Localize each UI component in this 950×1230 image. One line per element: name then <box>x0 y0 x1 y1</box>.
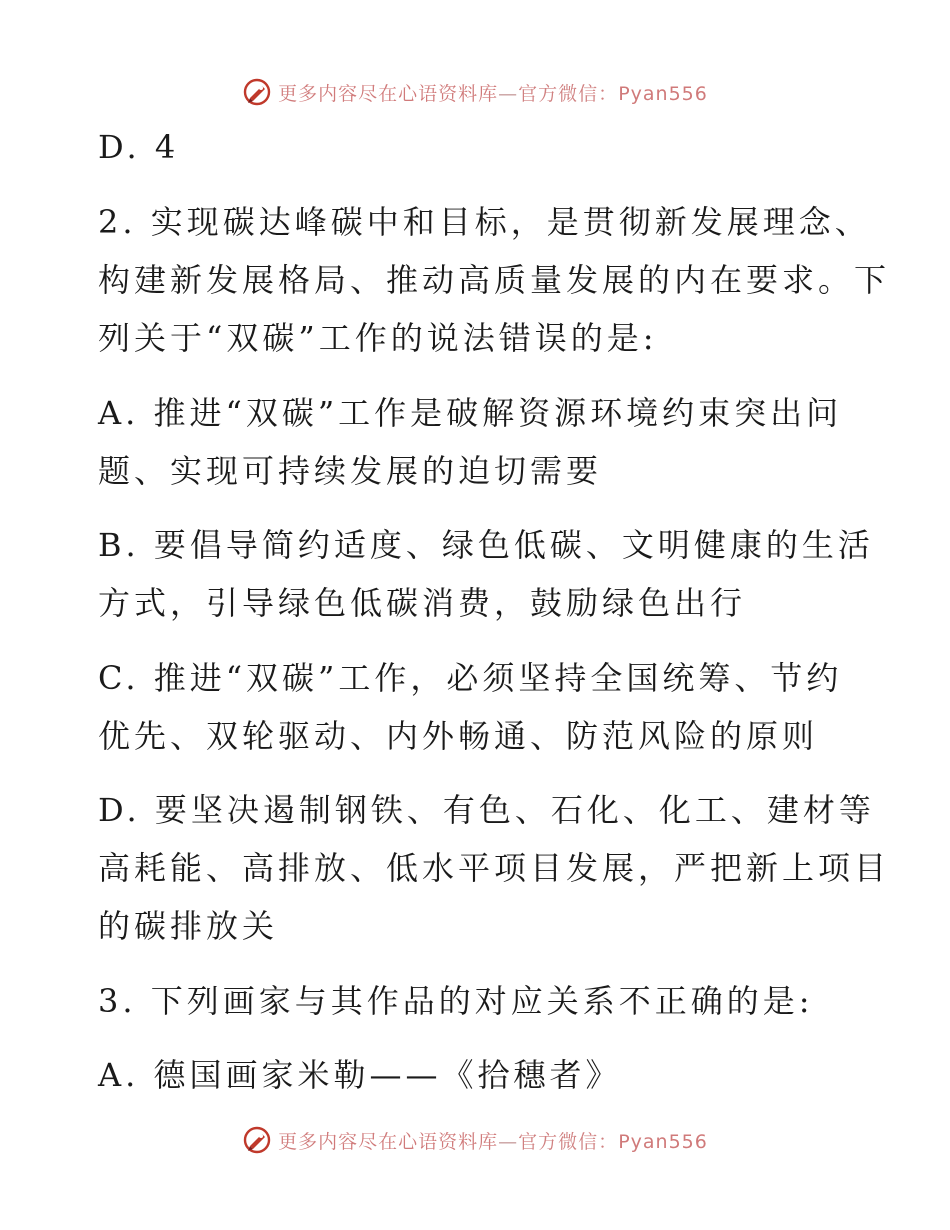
text-line: C. 推进“双碳”工作，必须坚持全国统筹、节约 <box>98 659 843 697</box>
text-line: 3. 下列画家与其作品的对应关系不正确的是: <box>98 982 814 1020</box>
footer-watermark <box>0 1120 950 1160</box>
text-line: 的碳排放关 <box>98 907 279 945</box>
pen-logo-icon <box>242 1125 272 1155</box>
text-line: D. 要坚决遏制钢铁、有色、石化、化工、建材等 <box>98 791 875 829</box>
text-line: 方式，引导绿色低碳消费，鼓励绿色出行 <box>98 584 747 622</box>
text-line: 优先、双轮驱动、内外畅通、防范风险的原则 <box>98 717 819 755</box>
text-line: 构建新发展格局、推动高质量发展的内在要求。下 <box>98 261 891 299</box>
text-line: B. 要倡导简约适度、绿色低碳、文明健康的生活 <box>98 526 874 564</box>
text-line: 列关于“双碳”工作的说法错误的是: <box>98 319 658 357</box>
text-line: D. 4 <box>98 128 180 166</box>
text-line: 高耗能、高排放、低水平项目发展，严把新上项目 <box>98 849 891 887</box>
text-line: 题、实现可持续发展的迫切需要 <box>98 452 603 490</box>
text-line: A. 德国画家米勒——《拾穗者》 <box>98 1056 622 1094</box>
watermark-text: 更多内容尽在心语资料库—官方微信：Pyan556 <box>278 82 708 105</box>
text-line: 2. 实现碳达峰碳中和目标，是贯彻新发展理念、 <box>98 203 871 241</box>
watermark-text: 更多内容尽在心语资料库—官方微信：Pyan556 <box>278 1130 708 1153</box>
text-line: A. 推进“双碳”工作是破解资源环境约束突出问 <box>98 394 843 432</box>
